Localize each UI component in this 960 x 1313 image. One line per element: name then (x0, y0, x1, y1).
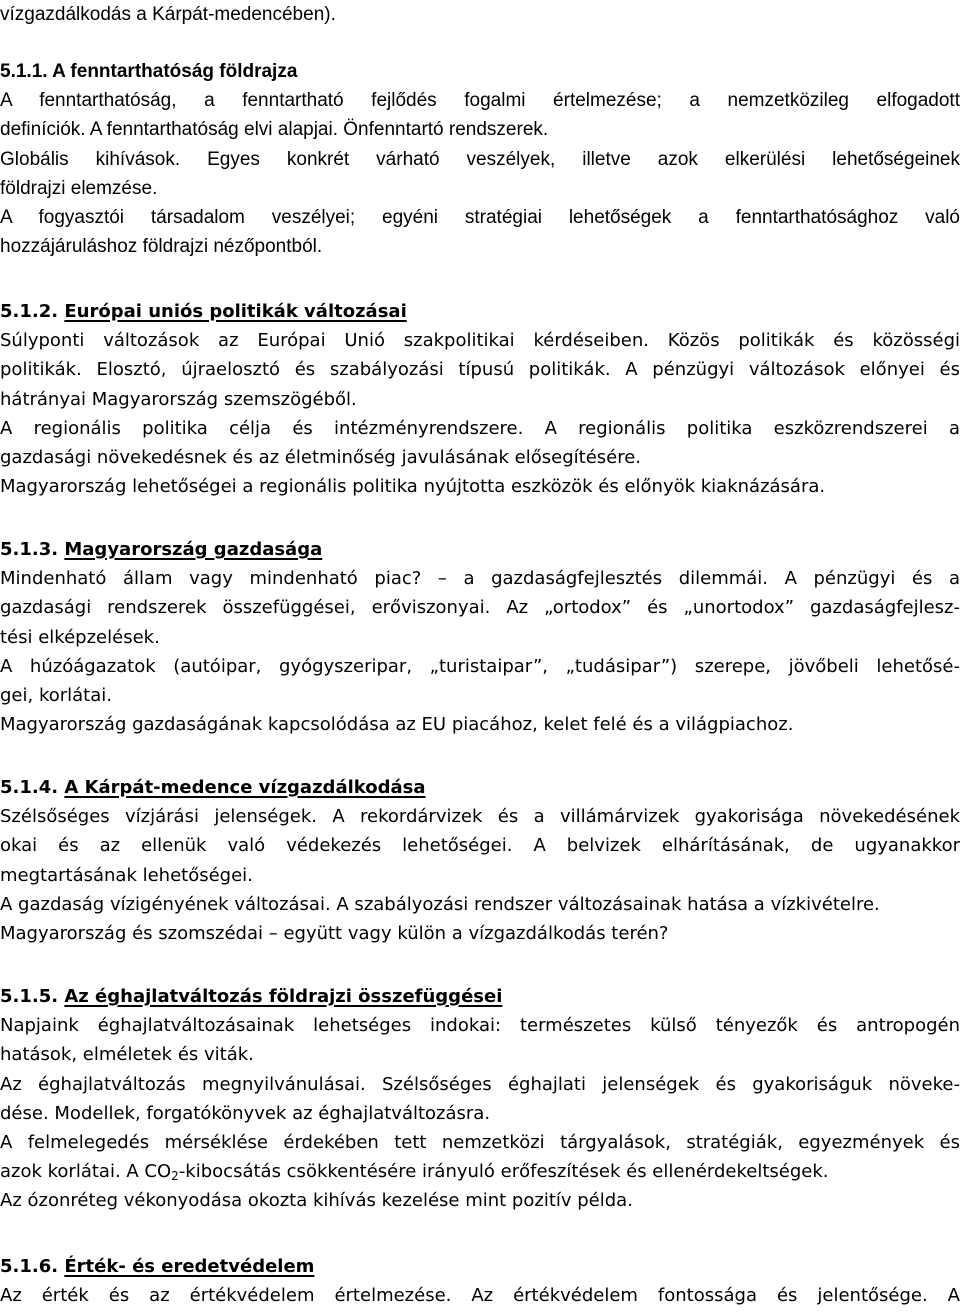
text-line: A felmelegedés mérséklése érdekében tett nemzetközi tárgyalások, stratégiák, egyezmények és (0, 1131, 960, 1153)
text-line: gazdasági növekedésnek és az életminőség javulásának elősegítésére. (0, 446, 642, 468)
section-heading (0, 773, 960, 802)
text-line-co2 (0, 1157, 960, 1186)
text-line: Az ózonréteg vékonyodása okozta kihívás kezelése mint pozitív példa. (0, 1190, 633, 1212)
text-line: A fenntarthatóság, a fenntartható fejlődés fogalmi értelmezése; a nemzetközileg elfogadott (0, 90, 960, 112)
section-heading (0, 535, 960, 564)
text-line: Magyarország lehetőségei a regionális politika nyújtotta eszközök és előnyök kiaknázására. (0, 476, 826, 498)
text-line: tési elképzelések. (0, 626, 160, 648)
section-5-1-1 (0, 57, 960, 261)
section-heading (0, 57, 960, 86)
text-line: A gazdaság vízigényének változásai. A szabályozási rendszer változásainak hatása a vízkivételre. (0, 893, 880, 915)
section-5-1-4 (0, 773, 960, 948)
section-number: 5.1.1. (0, 61, 48, 82)
section-5-1-2 (0, 297, 960, 501)
text-line: földrajzi elemzése. (0, 177, 158, 199)
text-line: Az éghajlatváltozás megnyilvánulásai. Szélsőséges éghajlati jelenségek és gyakoriságuk növeke- (0, 1073, 960, 1095)
text-line: Mindenható állam vagy mindenható piac? – a gazdaságfejlesztés dilemmái. A pénzügyi és a (0, 568, 960, 590)
text-line: gei, korlátai. (0, 684, 112, 706)
section-heading (0, 1252, 960, 1281)
text-line: Napjaink éghajlatváltozásainak lehetséges indokai: természetes külső tényezők és antropogén (0, 1015, 960, 1037)
text-line: dése. Modellek, forgatókönyvek az éghajlatváltozásra. (0, 1102, 491, 1124)
section-number: 5.1.2. (0, 301, 59, 322)
text-line: Globális kihívások. Egyes konkrét várható veszélyek, illetve azok elkerülési lehetőségeinek (0, 148, 960, 170)
text-line: gazdasági rendszerek összefüggései, erőviszonyai. Az „ortodox” és „unortodox” gazdaságfejlesz- (0, 597, 960, 619)
text-line: A húzóágazatok (autóipar, gyógyszeripar, „turistaipar”, „tudásipar”) szerepe, jövőbeli lehetősé- (0, 655, 960, 677)
section-heading (0, 297, 960, 326)
section-number: 5.1.3. (0, 539, 59, 560)
section-title: Az éghajlatváltozás földrajzi összefüggései (64, 986, 503, 1007)
text-line: megtartásának lehetőségei. (0, 864, 253, 886)
text-line: hatások, elméletek és viták. (0, 1044, 254, 1066)
co2-text-rest: -kibocsátás csökkentésére irányuló erőfeszítések és ellenérdekeltségek. (178, 1161, 829, 1183)
text-line: Magyarország gazdaságának kapcsolódása az EU piacához, kelet felé és a világpiachoz. (0, 714, 794, 736)
co2-text-start: azok korlátai. A CO (0, 1161, 172, 1183)
text-line: A fogyasztói társadalom veszélyei; egyéni stratégiai lehetőségek a fenntarthatósághoz való (0, 206, 960, 228)
text-line: politikák. Elosztó, újraelosztó és szabályozási típusú politikák. A pénzügyi változások előnyei és (0, 359, 960, 381)
section-5-1-5 (0, 982, 960, 1216)
text-line: Az érték és az értékvédelem értelmezése. Az értékvédelem fontossága és jelentősége. A (0, 1285, 960, 1307)
section-number: 5.1.5. (0, 986, 59, 1007)
continuation-text (0, 0, 960, 29)
text-line: definíciók. A fenntarthatóság elvi alapjai. Önfenntartó rendszerek. (0, 119, 549, 141)
text-line: vízgazdálkodás a Kárpát-medencében). (0, 4, 336, 25)
section-title: A fenntarthatóság földrajza (52, 61, 298, 82)
section-title: Érték- és eredetvédelem (64, 1256, 315, 1277)
text-line: hátrányai Magyarország szemszögéből. (0, 388, 357, 410)
section-title: Európai uniós politikák változásai (64, 301, 407, 322)
section-number: 5.1.4. (0, 777, 59, 798)
section-number: 5.1.6. (0, 1256, 59, 1277)
co2-subscript: 2 (171, 1169, 179, 1184)
section-title: A Kárpát-medence vízgazdálkodása (64, 777, 426, 798)
section-5-1-6 (0, 1252, 960, 1310)
section-heading (0, 982, 960, 1011)
text-line: okai és az ellenük való védekezés lehetőségei. A belvizek elhárításának, de ugyanakkor (0, 835, 960, 857)
section-5-1-3 (0, 535, 960, 739)
text-line: Szélsőséges vízjárási jelenségek. A rekordárvizek és a villámárvizek gyakorisága növekedésének (0, 806, 960, 828)
text-line: A regionális politika célja és intézményrendszere. A regionális politika eszközrendszerei a (0, 417, 960, 439)
text-line: Súlyponti változások az Európai Unió szakpolitikai kérdéseiben. Közös politikák és közösségi (0, 330, 960, 352)
text-line: hozzájáruláshoz földrajzi nézőpontból. (0, 236, 323, 258)
section-title: Magyarország gazdasága (64, 539, 323, 560)
text-line: Magyarország és szomszédai – együtt vagy külön a vízgazdálkodás terén? (0, 922, 669, 944)
